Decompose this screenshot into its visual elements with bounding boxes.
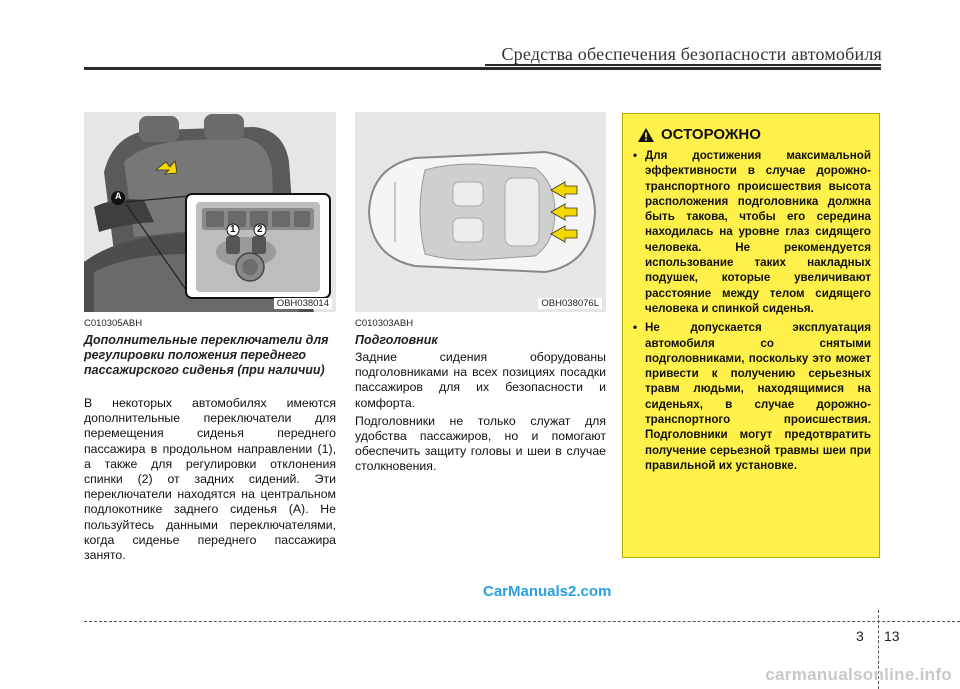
section-body [84,396,336,566]
site-watermark: carmanualsonline.info [765,665,952,684]
page-number: 13 [884,628,900,644]
label-1: 1 [230,224,236,235]
body-paragraph: В некоторых автомобилях имеются дополнительные переключатели для перемещения сиденья переднего пассажира в продольном направлении (1), а также для регулировки отклонения спинки (2) от задних сидений. Эти переключатели находятся на центральном подлокотнике заднего сиденья (A). Не пользуйтесь данными переключателями, когда сиденье переднего пассажира занято. [84,396,336,563]
section-title: Подголовник [355,333,438,347]
body-paragraph: Задние сидения оборудованы подголовниками на всех позициях посадки пассажиров для их безопасности и комфорта. [355,350,606,410]
header-rule-thin [485,64,881,66]
section-body [355,350,606,478]
section-code: C010305ABH [84,318,143,329]
car-top-view-illustration [355,112,606,312]
warning-title: ОСТОРОЖНО [661,126,761,143]
footer-rule [84,621,960,622]
header-rule [84,67,881,70]
label-a: A [115,191,122,201]
section-code: C010303ABH [355,318,414,329]
figure-code: OBH038076L [538,298,602,309]
section-title: Дополнительные переключатели для регулировки положения переднего пассажирского сиденья (при наличии) [84,333,329,377]
headrest-car-figure [355,112,606,312]
body-paragraph: Подголовники не только служат для удобства пассажиров, но и помогают обеспечить защиту головы и шеи в случае столкновения. [355,413,606,474]
warning-triangle-icon [637,127,655,143]
warning-list [631,148,871,477]
warning-box [622,113,880,558]
warning-header [637,126,761,143]
warning-item: • Для достижения максимальной эффективности в случае дорожно-транспортного происшествия высота расположения подголовника должна быть такова, чтобы его середина находилась на уровне глаз сидящего человека. Не рекомендуется использование таких накладных подушек, которые увеличивают расстояние между телом сидящего человека и спинкой сиденья. [631,148,871,316]
chapter-number: 3 [856,628,864,644]
page-header-title: Средства обеспечения безопасности автомобиля [501,44,882,64]
rear-seat-switch-figure [84,112,336,312]
label-2: 2 [257,224,263,235]
figure-code: OBH038014 [274,298,332,309]
warning-item: • Не допускается эксплуатация автомобиля со снятыми подголовниками, поскольку это может привести к получению серьезных травм людьми, находящимися на сиденьях, в случае дорожно-транспортного происшествия. Подголовники могут предотвратить получение серьезной травмы шеи при правильной их установке. [631,320,871,473]
rear-seat-illustration [84,112,336,312]
watermark-link[interactable]: CarManuals2.com [483,583,612,600]
